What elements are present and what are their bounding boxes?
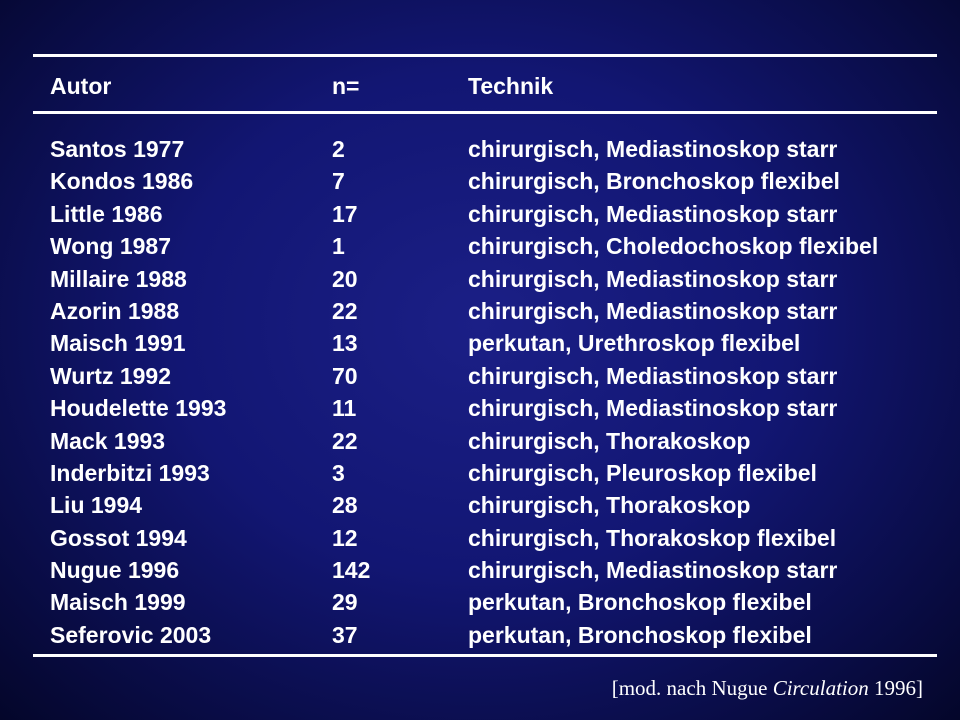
table-row	[0, 425, 960, 457]
table-row	[0, 586, 960, 618]
cell-technique: perkutan, Bronchoskop flexibel	[468, 621, 812, 648]
cell-author: Liu 1994	[50, 492, 143, 519]
cell-author: Wurtz 1992	[50, 362, 172, 389]
cell-technique: chirurgisch, Choledochoskop flexibel	[468, 233, 879, 260]
source-suffix: 1996]	[868, 676, 923, 700]
cell-n: 37	[332, 621, 358, 648]
table-row	[0, 457, 960, 489]
cell-n: 22	[332, 427, 358, 454]
cell-n: 12	[332, 524, 358, 551]
cell-author: Inderbitzi 1993	[50, 459, 210, 486]
cell-technique: chirurgisch, Mediastinoskop starr	[468, 395, 838, 422]
cell-n: 20	[332, 265, 358, 292]
table-row	[0, 165, 960, 197]
cell-author: Nugue 1996	[50, 557, 180, 584]
table-row	[0, 392, 960, 424]
cell-technique: chirurgisch, Thorakoskop	[468, 427, 751, 454]
top-rule	[33, 54, 937, 57]
table-row	[0, 230, 960, 262]
cell-author: Gossot 1994	[50, 524, 187, 551]
cell-n: 28	[332, 492, 358, 519]
table-row	[0, 619, 960, 651]
cell-author: Millaire 1988	[50, 265, 187, 292]
table-row	[0, 133, 960, 165]
cell-author: Houdelette 1993	[50, 395, 227, 422]
source-journal: Circulation	[772, 676, 869, 700]
source-citation	[612, 674, 923, 702]
cell-n: 22	[332, 297, 358, 324]
table-row	[0, 263, 960, 295]
cell-technique: chirurgisch, Mediastinoskop starr	[468, 265, 838, 292]
cell-author: Wong 1987	[50, 233, 171, 260]
cell-technique: chirurgisch, Mediastinoskop starr	[468, 297, 838, 324]
cell-n: 3	[332, 459, 345, 486]
cell-author: Little 1986	[50, 200, 163, 227]
cell-technique: chirurgisch, Mediastinoskop starr	[468, 200, 838, 227]
table-row	[0, 522, 960, 554]
table-row	[0, 489, 960, 521]
cell-technique: perkutan, Urethroskop flexibel	[468, 330, 801, 357]
source-prefix: [mod. nach Nugue	[611, 676, 773, 700]
cell-technique: chirurgisch, Bronchoskop flexibel	[468, 168, 840, 195]
cell-n: 11	[332, 395, 357, 422]
cell-n: 13	[332, 330, 358, 357]
cell-n: 70	[332, 362, 358, 389]
cell-technique: chirurgisch, Mediastinoskop starr	[468, 557, 838, 584]
header-n: n=	[332, 73, 360, 99]
cell-technique: chirurgisch, Pleuroskop flexibel	[468, 459, 817, 486]
cell-technique: chirurgisch, Thorakoskop flexibel	[468, 524, 837, 551]
header-rule	[33, 111, 937, 114]
cell-author: Kondos 1986	[50, 168, 194, 195]
cell-author: Maisch 1999	[50, 589, 186, 616]
cell-author: Seferovic 2003	[50, 621, 212, 648]
cell-author: Mack 1993	[50, 427, 166, 454]
cell-technique: perkutan, Bronchoskop flexibel	[468, 589, 812, 616]
cell-author: Azorin 1988	[50, 297, 180, 324]
cell-n: 1	[332, 233, 345, 260]
cell-n: 142	[332, 557, 371, 584]
cell-technique: chirurgisch, Thorakoskop	[468, 492, 751, 519]
header-technique: Technik	[468, 73, 554, 99]
table-row	[0, 198, 960, 230]
cell-n: 7	[332, 168, 345, 195]
bottom-rule	[33, 654, 937, 657]
table-row	[0, 360, 960, 392]
table-row	[0, 295, 960, 327]
cell-n: 17	[332, 200, 358, 227]
table-row	[0, 554, 960, 586]
cell-n: 29	[332, 589, 358, 616]
cell-technique: chirurgisch, Mediastinoskop starr	[468, 136, 838, 162]
table-body	[0, 133, 960, 651]
header-author: Autor	[50, 73, 112, 99]
table-row	[0, 327, 960, 359]
cell-author: Maisch 1991	[50, 330, 186, 357]
cell-author: Santos 1977	[50, 136, 185, 162]
cell-n: 2	[332, 136, 345, 162]
cell-technique: chirurgisch, Mediastinoskop starr	[468, 362, 838, 389]
